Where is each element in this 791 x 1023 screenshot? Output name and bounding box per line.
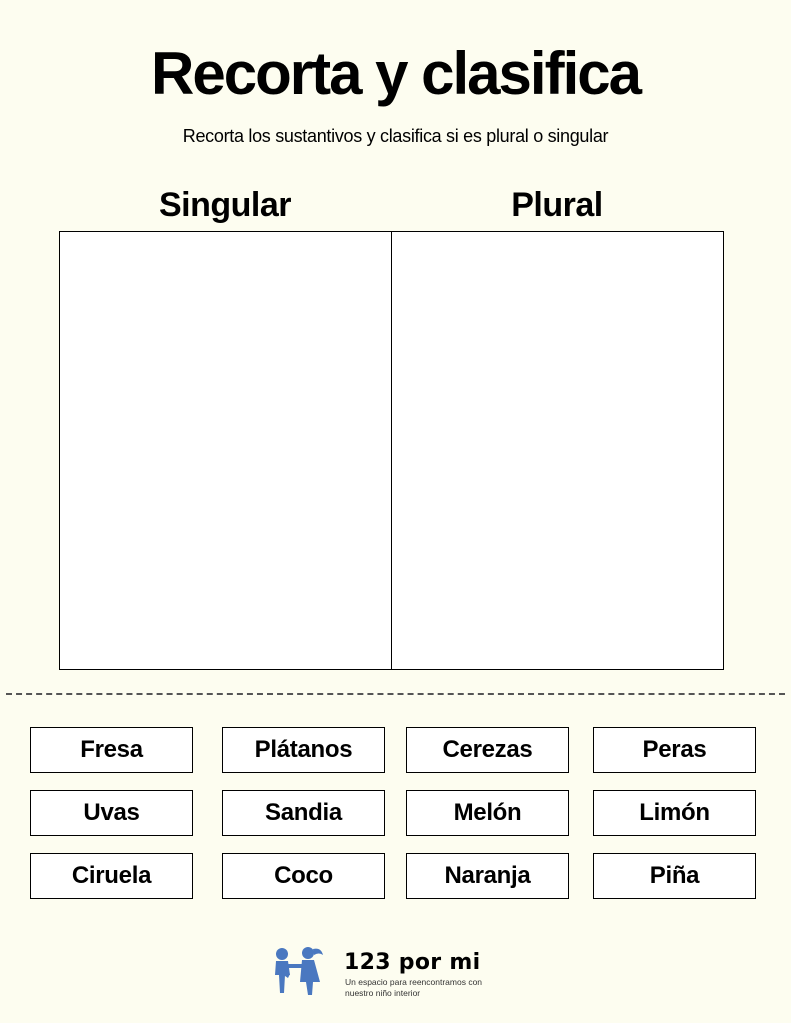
plural-drop-area[interactable] (391, 232, 723, 669)
brand-logo (270, 940, 510, 1000)
column-header-singular: Singular (158, 186, 292, 224)
page-title: Recorta y clasifica (151, 40, 640, 107)
logo-tagline: Un espacio para reencontramos con nuestro niño interior (345, 977, 483, 998)
word-card-cerezas[interactable]: Cerezas (406, 727, 569, 773)
singular-drop-area[interactable] (60, 232, 391, 669)
word-card-ciruela[interactable]: Ciruela (30, 853, 193, 899)
word-card-pina[interactable]: Piña (593, 853, 756, 899)
word-card-uvas[interactable]: Uvas (30, 790, 193, 836)
page-subtitle: Recorta los sustantivos y clasifica si es plural o singular (182, 126, 609, 146)
word-card-melon[interactable]: Melón (406, 790, 569, 836)
column-header-plural: Plural (511, 186, 603, 224)
word-card-coco[interactable]: Coco (222, 853, 385, 899)
cut-line (6, 693, 785, 695)
children-playing-icon (270, 940, 330, 1000)
word-card-naranja[interactable]: Naranja (406, 853, 569, 899)
word-card-limon[interactable]: Limón (593, 790, 756, 836)
word-card-platanos[interactable]: Plátanos (222, 727, 385, 773)
sorting-table (59, 231, 724, 670)
word-card-fresa[interactable]: Fresa (30, 727, 193, 773)
word-card-sandia[interactable]: Sandia (222, 790, 385, 836)
word-card-peras[interactable]: Peras (593, 727, 756, 773)
logo-name: 123 por mi (344, 950, 481, 975)
